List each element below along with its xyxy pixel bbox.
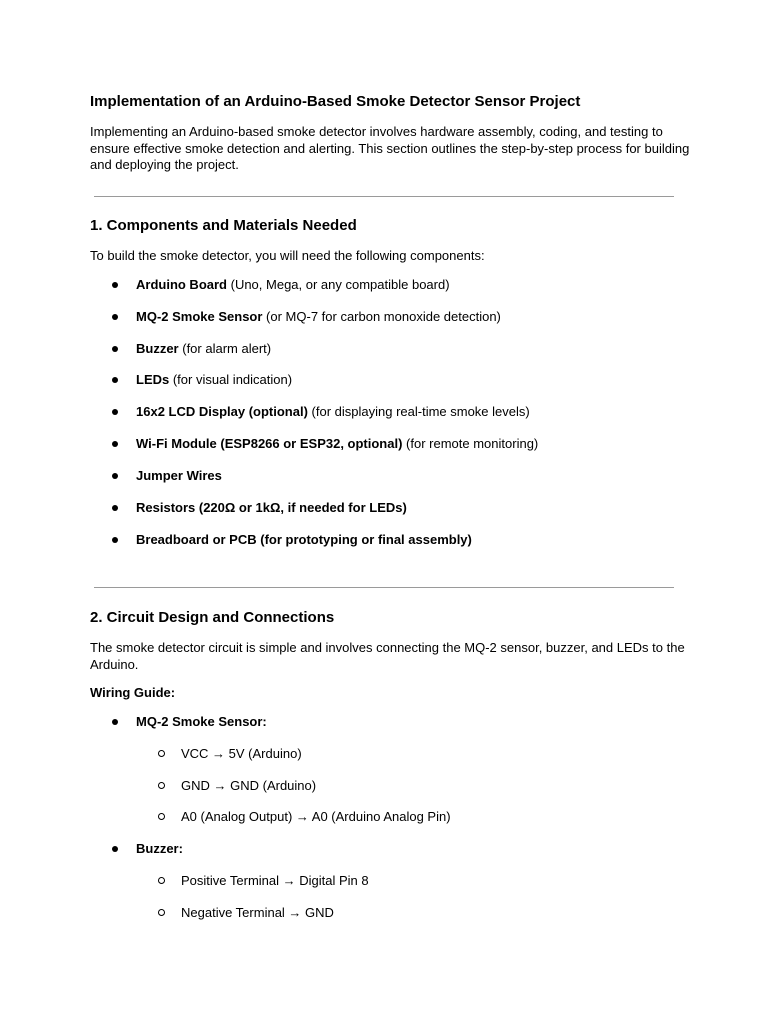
list-item: Wi-Fi Module (ESP8266 or ESP32, optional) (for remote monitoring)	[136, 436, 539, 451]
circle-bullet-icon	[158, 909, 165, 916]
list-item: Breadboard or PCB (for prototyping or final assembly)	[136, 532, 472, 547]
bullet-icon	[112, 505, 118, 511]
sub-list-item: Negative Terminal → GND	[181, 905, 334, 920]
section-divider	[94, 196, 674, 197]
bullet-icon	[112, 846, 118, 852]
list-item: MQ-2 Smoke Sensor (or MQ-7 for carbon monoxide detection)	[136, 309, 501, 324]
circle-bullet-icon	[158, 782, 165, 789]
list-item: 16x2 LCD Display (optional) (for displaying real-time smoke levels)	[136, 404, 530, 419]
sub-list-item: Positive Terminal → Digital Pin 8	[181, 873, 369, 888]
document-title: Implementation of an Arduino-Based Smoke Detector Sensor Project	[90, 93, 581, 110]
list-item: Arduino Board (Uno, Mega, or any compatible board)	[136, 277, 450, 292]
sub-list-item: VCC → 5V (Arduino)	[181, 746, 302, 761]
sub-list-item: GND → GND (Arduino)	[181, 778, 317, 793]
section-2-lead: The smoke detector circuit is simple and involves connecting the MQ-2 sensor, buzzer, and LEDs to the Arduino.	[90, 640, 685, 672]
circle-bullet-icon	[158, 877, 165, 884]
bullet-icon	[112, 473, 118, 479]
bullet-icon	[112, 314, 118, 320]
bullet-icon	[112, 441, 118, 447]
wiring-guide-label: Wiring Guide:	[90, 685, 176, 700]
list-item: Resistors (220Ω or 1kΩ, if needed for LEDs)	[136, 500, 407, 515]
list-item: Jumper Wires	[136, 468, 222, 483]
circle-bullet-icon	[158, 750, 165, 757]
list-item: MQ-2 Smoke Sensor:	[136, 714, 267, 729]
bullet-icon	[112, 719, 118, 725]
bullet-icon	[112, 346, 118, 352]
circle-bullet-icon	[158, 813, 165, 820]
intro-paragraph: Implementing an Arduino-based smoke detector involves hardware assembly, coding, and testing to ensure effective smoke detection and alerting. This section outlines the step-by-step process for building and deploying the project.	[90, 124, 690, 172]
list-item: LEDs (for visual indication)	[136, 372, 293, 387]
bullet-icon	[112, 409, 118, 415]
bullet-icon	[112, 537, 118, 543]
list-item: Buzzer (for alarm alert)	[136, 341, 272, 356]
section-2-heading: 2. Circuit Design and Connections	[90, 609, 335, 626]
section-1-lead: To build the smoke detector, you will need the following components:	[90, 248, 485, 263]
list-item: Buzzer:	[136, 841, 183, 856]
bullet-icon	[112, 377, 118, 383]
section-1-heading: 1. Components and Materials Needed	[90, 217, 357, 234]
sub-list-item: A0 (Analog Output) → A0 (Arduino Analog Pin)	[181, 809, 451, 824]
bullet-icon	[112, 282, 118, 288]
section-divider	[94, 587, 674, 588]
